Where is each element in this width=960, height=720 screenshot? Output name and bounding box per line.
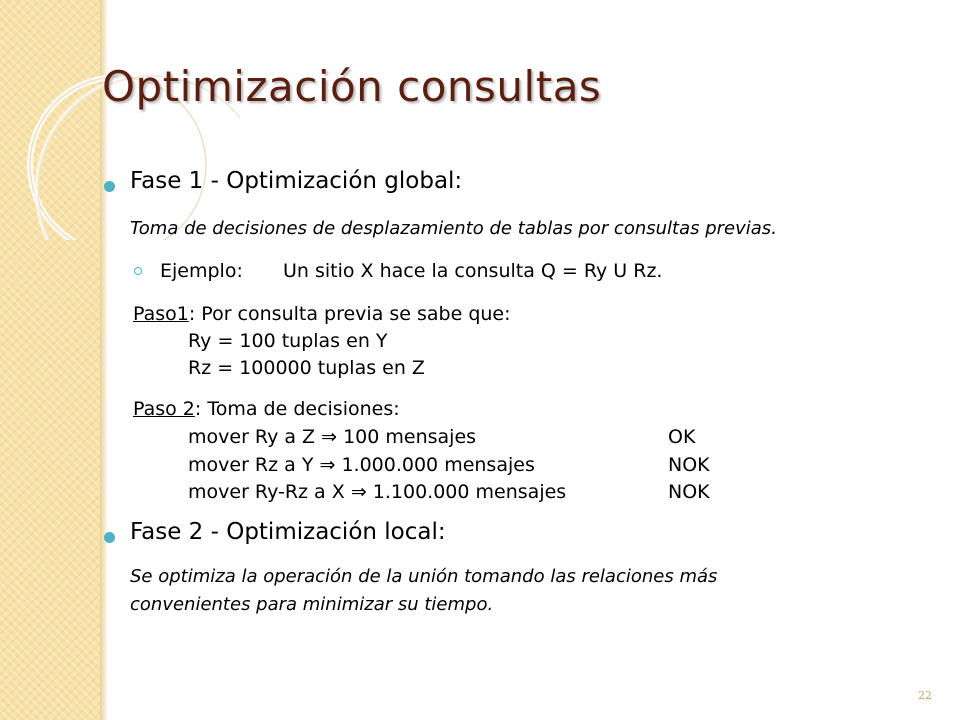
slide-title: Optimización consultas: [102, 62, 602, 111]
phase2-heading: Fase 2 - Optimización local:: [130, 519, 446, 545]
phase2-description-line: convenientes para minimizar su tiempo.: [130, 594, 494, 615]
page-number: 22: [918, 689, 932, 702]
move-status: NOK: [668, 481, 710, 503]
move-messages: 1.100.000: [372, 481, 470, 503]
move-unit: mensajes: [444, 454, 535, 476]
move-row: [188, 426, 476, 448]
move-status: NOK: [668, 454, 710, 476]
move-unit: mensajes: [475, 481, 567, 503]
bullet-icon: [104, 532, 115, 543]
phase2-description-line: Se optimiza la operación de la unión tomando las relaciones más: [130, 566, 718, 587]
move-action: mover Ry a Z: [188, 426, 316, 448]
implies-arrow-icon: ⇒: [319, 454, 336, 476]
paso1-fact: Rz = 100000 tuplas en Z: [188, 357, 425, 379]
phase1-heading: Fase 1 - Optimización global:: [130, 168, 463, 194]
paso1-label: Paso1: [133, 303, 189, 325]
move-unit: mensajes: [385, 426, 477, 448]
phase1-description: Toma de decisiones de desplazamiento de tablas por consultas previas.: [130, 218, 777, 239]
move-action: mover Ry-Rz a X: [188, 481, 345, 503]
paso1-text: : Por consulta previa se sabe que:: [188, 303, 511, 325]
move-row: [188, 454, 535, 476]
example-text: Un sitio X hace la consulta Q = Ry U Rz.: [283, 260, 663, 282]
paso1-line: [133, 303, 511, 325]
sub-bullet-icon: [134, 267, 142, 275]
decorative-circles: [0, 0, 240, 240]
move-row: [188, 481, 566, 503]
move-messages: 1.000.000: [341, 454, 439, 476]
move-status: OK: [668, 426, 696, 448]
implies-arrow-icon: ⇒: [350, 481, 367, 503]
example-label: Ejemplo:: [160, 260, 243, 282]
move-action: mover Rz a Y: [188, 454, 314, 476]
paso2-text: : Toma de decisiones:: [194, 398, 400, 420]
bullet-icon: [104, 181, 115, 192]
paso1-fact: Ry = 100 tuplas en Y: [188, 330, 388, 352]
paso2-label: Paso 2: [133, 398, 195, 420]
move-messages: 100: [343, 426, 380, 448]
implies-arrow-icon: ⇒: [321, 426, 338, 448]
paso2-line: [133, 398, 400, 420]
